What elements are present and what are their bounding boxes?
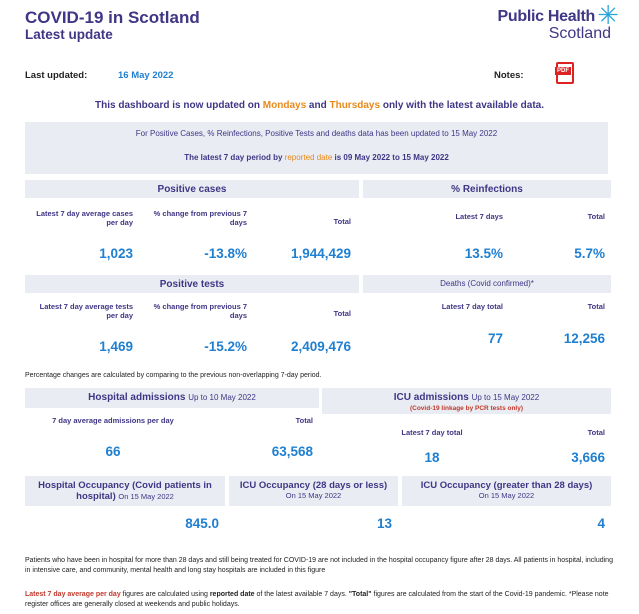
icu-total-label: Total (587, 428, 605, 437)
phs-logo (487, 0, 619, 42)
icu-occupancy-28-less-panel (229, 476, 398, 538)
footnote-red: Latest 7 day average per day (25, 591, 121, 598)
positive-tests-panel (25, 275, 359, 365)
info-reported-date: reported date (284, 153, 333, 162)
percentage-note: Percentage changes are calculated by comparing to the previous non-overlapping 7-day period. (25, 372, 322, 379)
info-line2-prefix: The latest 7 day period by (184, 153, 285, 162)
reinfections-body (363, 198, 611, 273)
reinfections-total-label: Total (587, 212, 605, 221)
notice-mid: and (306, 100, 330, 111)
tests-avg-label: Latest 7 day average tests per day (39, 302, 133, 320)
icu-occ-less-title: ICU Occupancy (28 days or less) (239, 480, 388, 491)
reinfections-latest-value: 13.5% (464, 246, 503, 261)
hospital-occupancy-title: Hospital Occupancy (Covid patients in hospital) (38, 480, 212, 502)
notice-day1: Mondays (262, 100, 307, 111)
icu-occ-less-value: 13 (376, 516, 392, 531)
info-line2-suffix: is 09 May 2022 to 15 May 2022 (332, 153, 449, 162)
update-schedule-notice (0, 100, 639, 111)
positive-tests-title: Positive tests (159, 279, 225, 290)
footnote-bold1: reported date (209, 591, 255, 598)
hospital-occupancy-heading (25, 480, 225, 502)
notice-suffix: only with the latest available data. (380, 100, 544, 111)
cases-change-value: -13.8% (204, 246, 247, 261)
last-updated-label: Last updated: (25, 70, 88, 81)
cases-total-label: Total (333, 217, 351, 226)
icu-admissions-upto: Up to 15 May 2022 (471, 393, 540, 402)
notes-label: Notes: (494, 70, 524, 81)
icu-latest-value: 18 (424, 450, 440, 465)
reinfections-panel (363, 180, 611, 273)
icu-admissions-heading (322, 392, 611, 403)
positive-cases-title: Positive cases (157, 184, 227, 195)
deaths-panel (363, 275, 611, 365)
admissions-total-value: 63,568 (271, 444, 313, 459)
tests-change-value: -15.2% (204, 339, 247, 354)
deaths-latest-label: Latest 7 day total (441, 302, 503, 311)
icu-occ-more-title: ICU Occupancy (greater than 28 days) (420, 480, 593, 491)
logo-star-icon: ✳ (597, 0, 619, 30)
reinfections-total-value: 5.7% (574, 246, 605, 261)
deaths-latest-value: 77 (487, 331, 503, 346)
admissions-avg-label: 7 day average admissions per day (52, 416, 174, 425)
last-updated-date: 16 May 2022 (118, 70, 174, 81)
deaths-title: Deaths (Covid confirmed)* (440, 279, 534, 288)
hospital-admissions-title: Hospital admissions (88, 392, 186, 403)
hospital-admissions-panel (25, 388, 319, 470)
pdf-icon-label: PDF (557, 68, 569, 74)
tests-total-value: 2,409,476 (290, 339, 351, 354)
occupancy-footnote: Patients who have been in hospital for more than 28 days and still being treated for COVID-19 are not included in the hospital occupancy figure after 28 days. All patients in hospital, including in intensive care, and community, mental health and long stay hospitals are included in this figure (25, 557, 613, 574)
hospital-admissions-upto: Up to 10 May 2022 (188, 393, 256, 402)
cases-total-value: 1,944,429 (290, 246, 351, 261)
calculation-footnote (25, 590, 615, 609)
data-period-infobox (25, 122, 608, 174)
deaths-total-label: Total (587, 302, 605, 311)
footnote-b: of the latest available 7 days. (254, 591, 349, 598)
icu-occ-more-date: On 15 May 2022 (478, 491, 535, 500)
icu-admissions-note: (Covid-19 linkage by PCR tests only) (409, 405, 524, 412)
cases-change-label: % change from previous 7 days (153, 209, 247, 227)
icu-occ-less-date: On 15 May 2022 (285, 491, 342, 500)
icu-total-value: 3,666 (571, 450, 605, 465)
cases-avg-value: 1,023 (99, 246, 133, 261)
reinfections-title: % Reinfections (451, 184, 523, 195)
hospital-occupancy-date: On 15 May 2022 (118, 492, 174, 501)
info-line2 (25, 153, 608, 162)
notice-prefix: This dashboard is now updated on (95, 100, 263, 111)
tests-change-label: % change from previous 7 days (153, 302, 247, 320)
admissions-avg-value: 66 (105, 444, 121, 459)
page-title: COVID-19 in Scotland (25, 8, 200, 27)
tests-total-label: Total (333, 309, 351, 318)
positive-cases-panel (25, 180, 359, 273)
page-subtitle: Latest update (25, 27, 113, 42)
hospital-occupancy-value: 845.0 (185, 516, 219, 531)
hospital-admissions-heading (25, 392, 319, 403)
cases-avg-label: Latest 7 day average cases per day (36, 209, 133, 227)
icu-occupancy-28-more-panel (402, 476, 611, 538)
logo-line1: Public Health (497, 8, 595, 25)
icu-occ-more-value: 4 (597, 516, 605, 531)
footnote-bold2: "Total" (348, 591, 372, 598)
icu-admissions-title: ICU admissions (393, 392, 469, 403)
icu-admissions-panel (322, 388, 611, 470)
pdf-notes-icon[interactable] (556, 62, 574, 84)
admissions-total-label: Total (295, 416, 313, 425)
info-line1: For Positive Cases, % Reinfections, Positive Tests and deaths data has been updated to 15 May 2022 (135, 129, 498, 138)
footnote-c: figures are calculated from the start of the Covid-19 pandemic. *Please note register offices are generally closed at weekends and public holidays. (25, 591, 609, 608)
notice-day2: Thursdays (329, 100, 381, 111)
hospital-occupancy-panel (25, 476, 225, 538)
tests-avg-value: 1,469 (99, 339, 133, 354)
footnote-a: figures are calculated using (120, 591, 210, 598)
reinfections-latest-label: Latest 7 days (455, 212, 503, 221)
deaths-total-value: 12,256 (563, 331, 605, 346)
icu-latest-label: Latest 7 day total (401, 428, 463, 437)
logo-line2: Scotland (548, 25, 611, 42)
